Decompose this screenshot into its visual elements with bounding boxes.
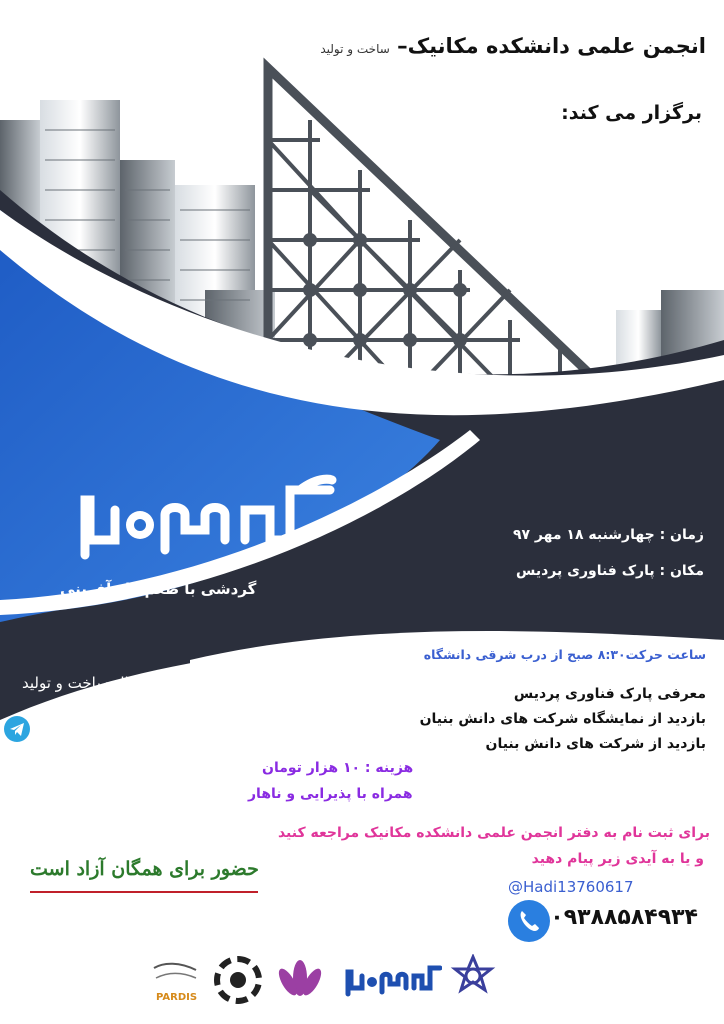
- phone-number[interactable]: ۰۹۳۸۸۵۸۴۹۳۴: [550, 905, 698, 930]
- gear-icon: [214, 956, 262, 1004]
- event-place: مکان : پارک فناوری پردیس: [516, 563, 704, 579]
- lotus-icon: [274, 954, 326, 1010]
- organizer-subtitle: ساخت و تولید: [320, 42, 390, 56]
- gear-icon: [134, 519, 146, 531]
- gardeshkar-logo: [70, 470, 340, 570]
- registration-message: و یا به آیدی زیر پیام دهید: [531, 851, 704, 867]
- logo-tagline: گردشی با طعم کار آفرینی: [60, 580, 257, 598]
- emblem-icon: [450, 954, 496, 1000]
- cost-includes: همراه با پذیرایی و ناهار: [248, 786, 413, 802]
- pardis-label: PARDIS: [156, 992, 198, 1003]
- channel-id-link[interactable]: @sakhtoTolid-sru: [36, 720, 173, 739]
- departure-time: ساعت حرکت۸:۳۰ صبح از درب شرقی دانشگاه: [423, 647, 706, 662]
- organizer-title: [320, 34, 706, 58]
- pardis-logo: [150, 962, 202, 996]
- hosts-heading: برگزار می کند:: [561, 102, 702, 124]
- contact-id-link[interactable]: @Hadi13760617: [508, 878, 634, 896]
- gardeshkar-logo-small: [342, 960, 442, 1000]
- registration-instruction: برای ثبت نام به دفتر انجمن علمی دانشکده مکانیک مراجعه کنید: [277, 825, 710, 841]
- organizer-name: انجمن علمی دانشکده مکانیک–: [389, 34, 706, 58]
- cost-text: هزینه : ۱۰ هزار تومان: [262, 760, 414, 776]
- program-item: بازدید از نمایشگاه شرکت های دانش بنیان: [419, 711, 706, 727]
- channel-label: آیدی کانال ساخت و تولید: [22, 674, 178, 692]
- event-time: زمان : چهارشنبه ۱۸ مهر ۹۷: [512, 527, 704, 543]
- free-entry-underline: [30, 891, 258, 893]
- telegram-icon: [4, 716, 30, 742]
- program-item: معرفی پارک فناوری پردیس: [513, 686, 706, 702]
- sponsor-logos: [150, 948, 510, 1018]
- program-item: بازدید از شرکت های دانش بنیان: [485, 736, 706, 752]
- free-entry-note: حضور برای همگان آزاد است: [30, 858, 259, 880]
- phone-icon: [508, 900, 550, 942]
